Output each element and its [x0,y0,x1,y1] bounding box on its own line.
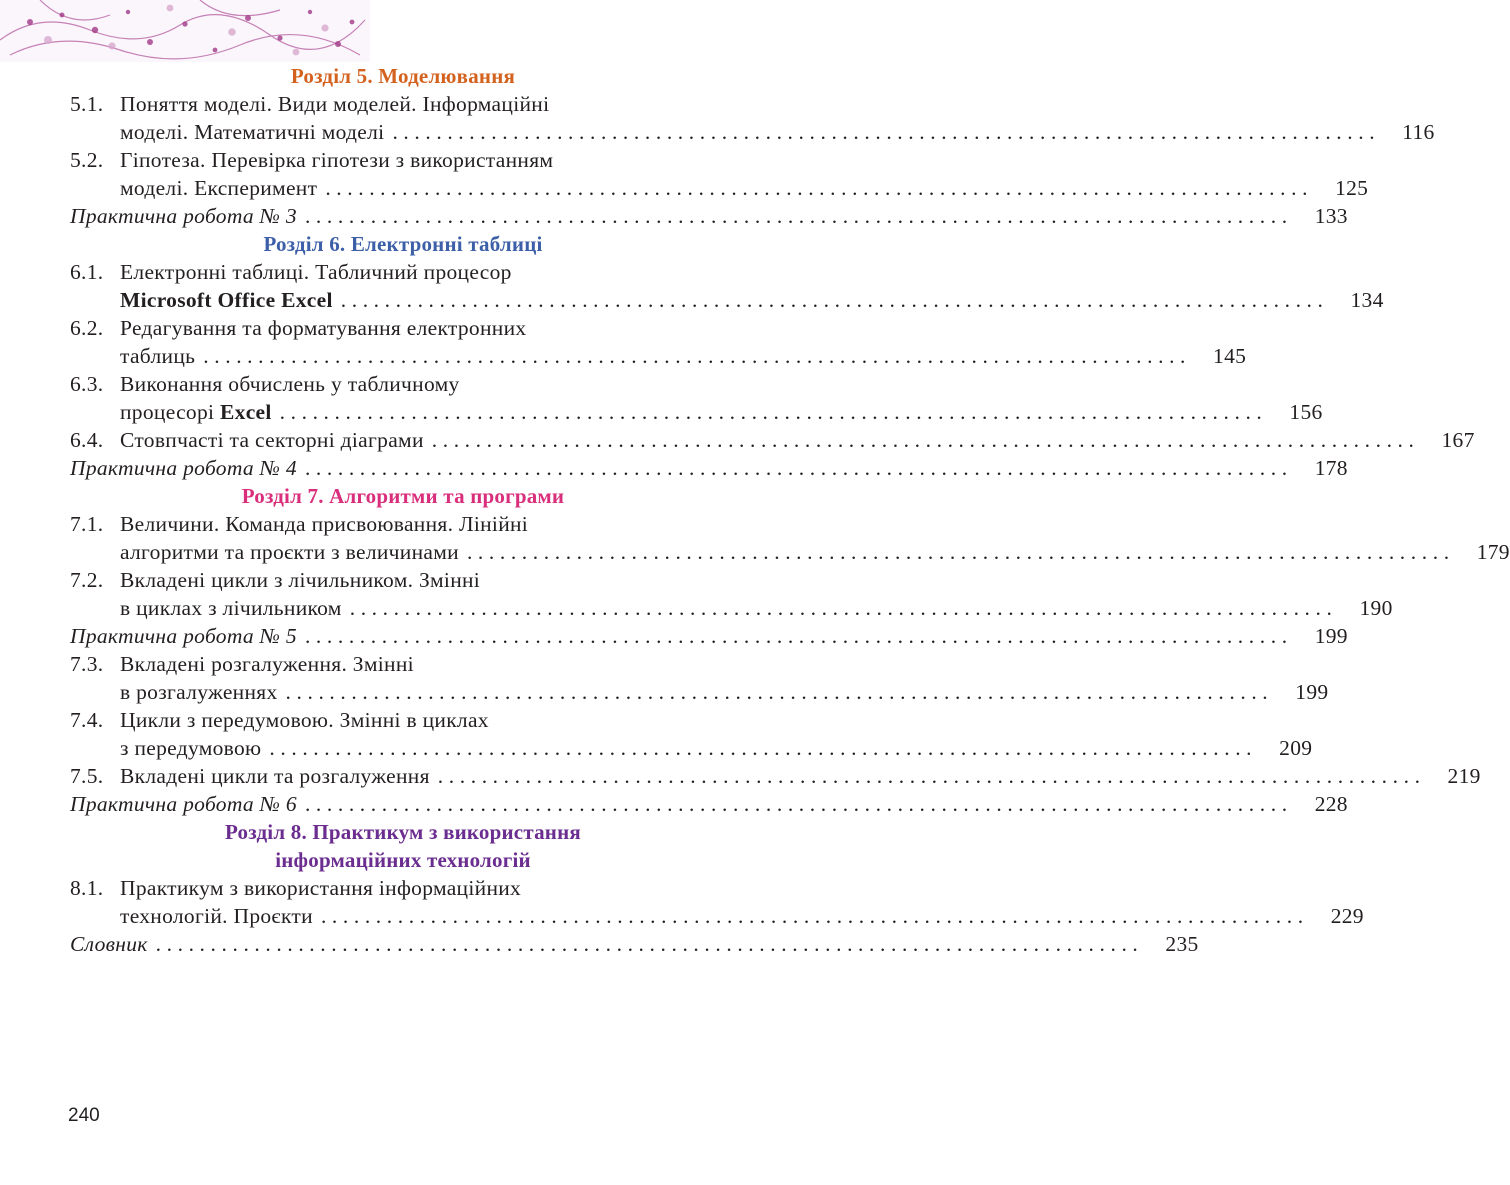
dot-leader: .......................................................................................... [392,120,1381,144]
entry-page-number: 145 [1213,344,1247,368]
entry-title-line: Величини. Команда присвоювання. Лінійні [120,512,529,536]
toc-entry[interactable] [70,146,1369,202]
entry-page-number: 125 [1335,176,1369,200]
toc-entry[interactable] [70,566,1393,622]
dot-leader: .......................................................................................... [285,680,1274,704]
dot-leader: .......................................................................................... [437,764,1426,788]
table-of-contents [70,62,1510,958]
entry-title-line: процесорі [120,400,215,424]
entry-title-line: технологій. Проєкти [120,904,313,928]
entry-number: 7.3. [70,652,104,676]
entry-number: 6.1. [70,260,104,284]
entry-page-number: 156 [1289,400,1323,424]
dot-leader: .......................................................................................... [304,204,1293,228]
entry-title-line: з передумовою [120,736,262,760]
entry-title-line: Поняття моделі. Види моделей. Інформаційні [120,92,550,116]
dot-leader: .......................................................................................... [155,932,1144,956]
entry-page-number: 229 [1330,904,1364,928]
entry-number: 7.5. [70,764,104,788]
toc-entry[interactable] [70,258,1384,314]
entry-title-line: алгоритми та проєкти з величинами [120,540,459,564]
dot-leader: .......................................................................................... [325,176,1314,200]
toc-entry[interactable] [70,706,1313,762]
toc-entry[interactable] [70,370,1323,426]
entry-title-line: Словник [70,932,148,956]
dot-leader: .......................................................................................... [320,904,1309,928]
entry-number: 5.2. [70,148,104,172]
entry-number: 7.4. [70,708,104,732]
entry-title-line: таблиць [120,344,196,368]
entry-title-line: Практична робота № 6 [70,792,297,816]
entry-title-line: Практична робота № 5 [70,624,297,648]
entry-title-line: Виконання обчислень у табличному [120,372,460,396]
entry-title-line: моделі. Математичні моделі [120,120,385,144]
entry-page-number: 235 [1165,932,1199,956]
entry-page-number: 167 [1441,428,1475,452]
entry-title-line: Практикум з використання інформаційних [120,876,522,900]
toc-entry[interactable] [70,90,1435,146]
entry-number: 8.1. [70,876,104,900]
entry-title-line: Вкладені цикли з лічильником. Змінні [120,568,481,592]
entry-page-number: 199 [1295,680,1329,704]
entry-title-line: Електронні таблиці. Табличний процесор [120,260,512,284]
dot-leader: .......................................................................................... [304,792,1293,816]
entry-title-line: Редагування та форматування електронних [120,316,527,340]
entry-page-number: 116 [1402,120,1435,144]
entry-title-line: Microsoft Office Excel [120,288,333,312]
section-title: Розділ 5. Моделювання [290,64,516,88]
toc-entry[interactable] [70,454,1348,482]
entry-page-number: 219 [1447,764,1481,788]
toc-entry[interactable] [70,622,1348,650]
section-title: інформаційних технологій [275,848,531,872]
dot-leader: .......................................................................................... [279,400,1268,424]
entry-title-line: в циклах з лічильником [120,596,342,620]
dot-leader: .......................................................................................... [349,596,1338,620]
section-title: Розділ 7. Алгоритми та програми [241,484,565,508]
entry-page-number: 179 [1476,540,1510,564]
entry-title-bold: Excel [220,400,272,424]
dot-leader: .......................................................................................... [431,428,1420,452]
entry-title-line: Вкладені розгалуження. Змінні [120,652,414,676]
entry-title-line: моделі. Експеримент [120,176,318,200]
dot-leader: .......................................................................................... [466,540,1455,564]
entry-title-line: Гіпотеза. Перевірка гіпотези з використанням [120,148,554,172]
entry-page-number: 178 [1314,456,1348,480]
entry-number: 6.3. [70,372,104,396]
entry-number: 5.1. [70,92,104,116]
toc-entry[interactable] [70,202,1348,230]
entry-number: 7.1. [70,512,104,536]
toc-entry[interactable] [70,650,1329,706]
entry-title-line: Стовпчасті та секторні діаграми [120,428,424,452]
toc-entry[interactable] [70,762,1481,790]
entry-title-line: Практична робота № 3 [70,204,297,228]
dot-leader: .......................................................................................... [203,344,1192,368]
entry-title-line: Цикли з передумовою. Змінні в циклах [120,708,489,732]
entry-title-line: Практична робота № 4 [70,456,297,480]
page-number: 240 [68,1105,100,1126]
vine-ornament-icon [0,0,370,62]
entry-page-number: 134 [1350,288,1384,312]
entry-number: 6.4. [70,428,104,452]
entry-number: 7.2. [70,568,104,592]
toc-entry[interactable] [70,874,1364,930]
entry-number: 6.2. [70,316,104,340]
entry-page-number: 209 [1279,736,1313,760]
toc-entry[interactable] [70,426,1475,454]
section-title: Розділ 8. Практикум з використання [225,820,581,844]
dot-leader: .......................................................................................... [304,624,1293,648]
dot-leader: .......................................................................................... [269,736,1258,760]
entry-title-line: в розгалуженнях [120,680,278,704]
dot-leader: .......................................................................................... [304,456,1293,480]
section-title: Розділ 6. Електронні таблиці [263,232,543,256]
toc-entry[interactable] [70,510,1510,566]
entry-page-number: 133 [1314,204,1348,228]
entry-title-line: Вкладені цикли та розгалуження [120,764,430,788]
entry-page-number: 199 [1314,624,1348,648]
toc-entry[interactable] [70,790,1348,818]
entry-page-number: 190 [1359,596,1393,620]
toc-entry[interactable] [70,314,1247,370]
dot-leader: .......................................................................................... [340,288,1329,312]
toc-entry[interactable] [70,930,1199,958]
entry-page-number: 228 [1314,792,1348,816]
